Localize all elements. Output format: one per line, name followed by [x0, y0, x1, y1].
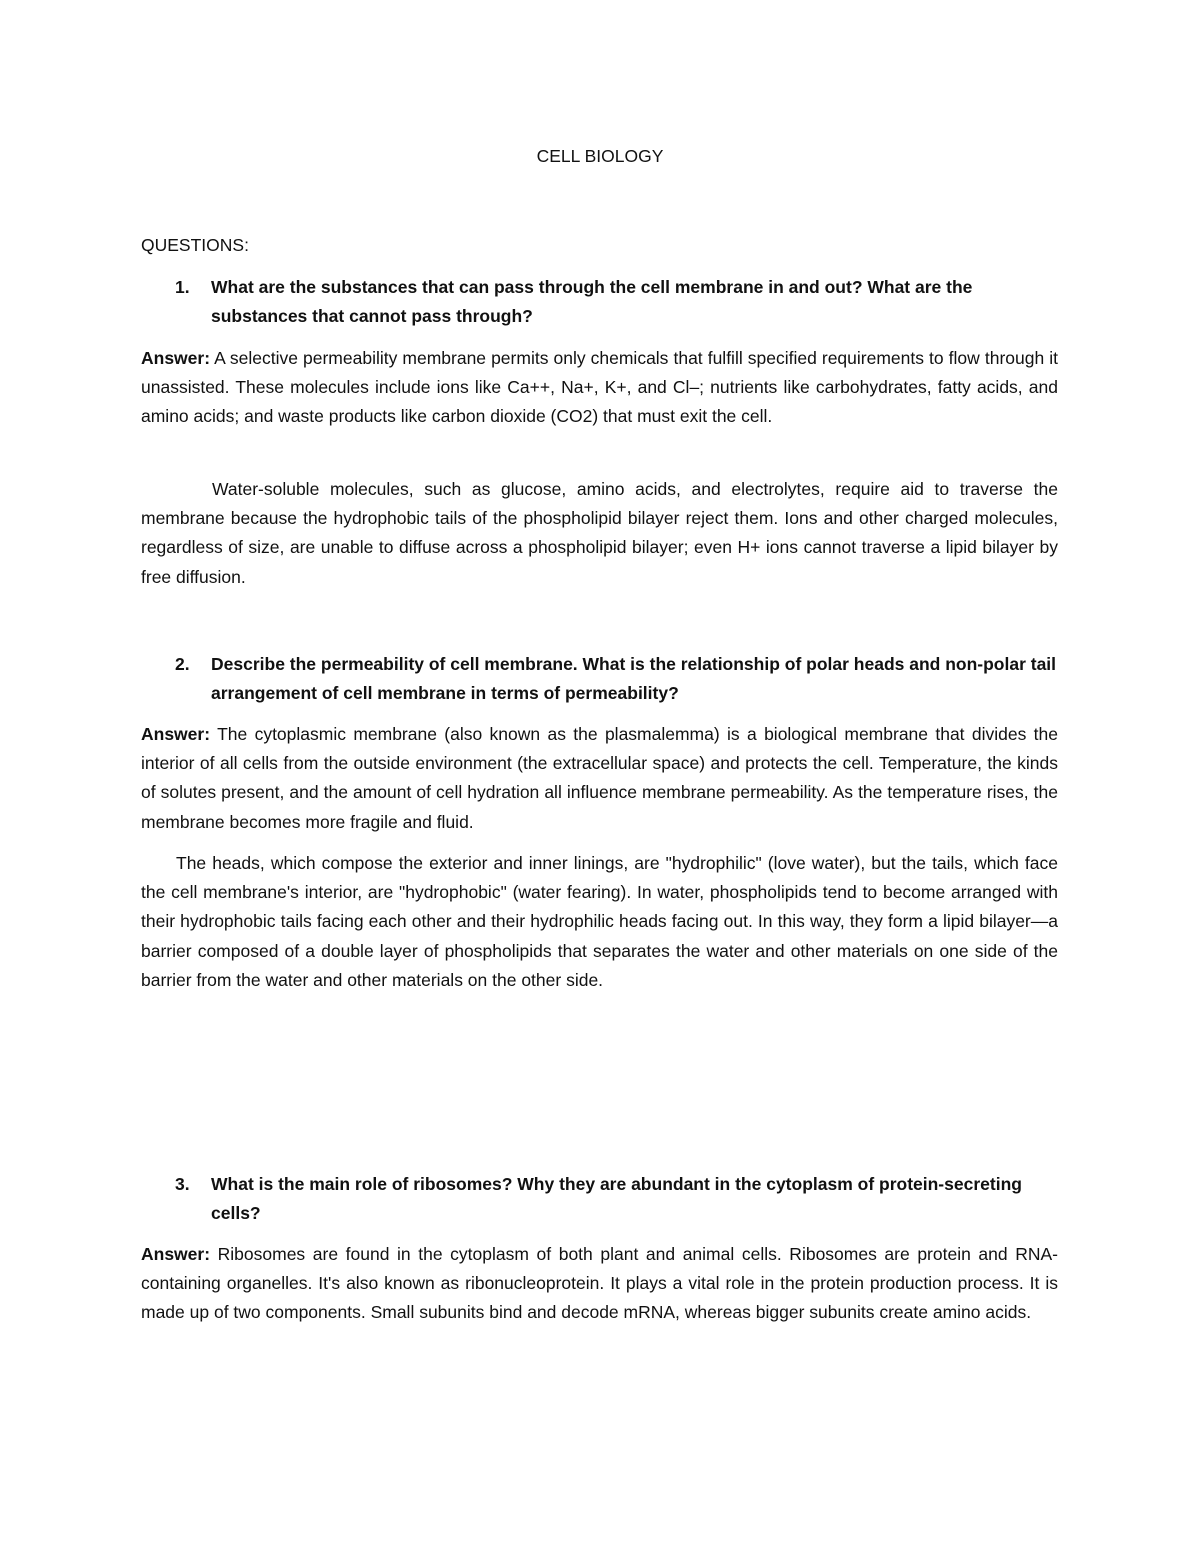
answer-2-text: The cytoplasmic membrane (also known as the plasmalemma) is a biological membrane that divides the interior of all cells from the outside environment (the extracellular space) and protects the cell. Temperature, the kinds of solutes present, and the amount of cell hydration all influence membrane permeability. As the temperature rises, the membrane becomes more fragile and fluid. — [141, 724, 1059, 832]
question-2-number: 2. — [175, 654, 190, 674]
answer-3-text: Ribosomes are found in the cytoplasm of both plant and animal cells. Ribosomes are protein and RNA-containing organelles. It's also known as ribonucleoprotein. It plays a vital role in the protein production process. It is made up of two components. Small subunits bind and decode mRNA, whereas bigger subunits create amino acids. — [141, 1244, 1058, 1323]
answer-1 — [141, 344, 1058, 432]
question-3 — [141, 1170, 1058, 1228]
question-3-text: What is the main role of ribosomes? Why they are abundant in the cytoplasm of protein-secreting cells? — [211, 1174, 1022, 1223]
question-2 — [141, 650, 1058, 708]
answer-2 — [141, 720, 1058, 837]
question-1 — [141, 273, 1058, 331]
answer-1-text: A selective permeability membrane permits only chemicals that fulfill specified requirements to flow through it unassisted. These molecules include ions like Ca++, Na+, K+, and Cl–; nutrients like carbohydrates, fatty acids, and amino acids; and waste products like carbon dioxide (CO2) that must exit the cell. — [141, 348, 1058, 427]
document-title: CELL BIOLOGY — [536, 146, 664, 166]
answer-1-paragraph-2: Water-soluble molecules, such as glucose, amino acids, and electrolytes, require aid to traverse the membrane because the hydrophobic tails of the phospholipid bilayer reject them. Ions and other charged molecules, regardless of size, are unable to diffuse across a phospholipid bilayer; even H+ ions cannot traverse a lipid bilayer by free diffusion. — [141, 479, 1058, 587]
questions-label: QUESTIONS: — [141, 235, 249, 255]
answer-2-label: Answer: — [141, 724, 211, 744]
question-2-text: Describe the permeability of cell membrane. What is the relationship of polar heads and non-polar tail arrangement of cell membrane in terms of permeability? — [211, 654, 1057, 703]
answer-3 — [141, 1240, 1058, 1328]
answer-3-label: Answer: — [141, 1244, 211, 1264]
answer-2-paragraph-2: The heads, which compose the exterior and inner linings, are "hydrophilic" (love water), but the tails, which face the cell membrane's interior, are "hydrophobic" (water fearing). In water, phospholipids tend to become arranged with their hydrophobic tails facing each other and their hydrophilic heads facing out. In this way, they form a lipid bilayer—a barrier composed of a double layer of phospholipids that separates the water and other materials on one side of the barrier from the water and other materials on the other side. — [141, 853, 1058, 990]
answer-1-label: Answer: — [141, 348, 211, 368]
question-1-number: 1. — [175, 277, 190, 297]
question-1-text: What are the substances that can pass through the cell membrane in and out? What are the substances that cannot pass through? — [211, 277, 973, 326]
question-3-number: 3. — [175, 1174, 190, 1194]
